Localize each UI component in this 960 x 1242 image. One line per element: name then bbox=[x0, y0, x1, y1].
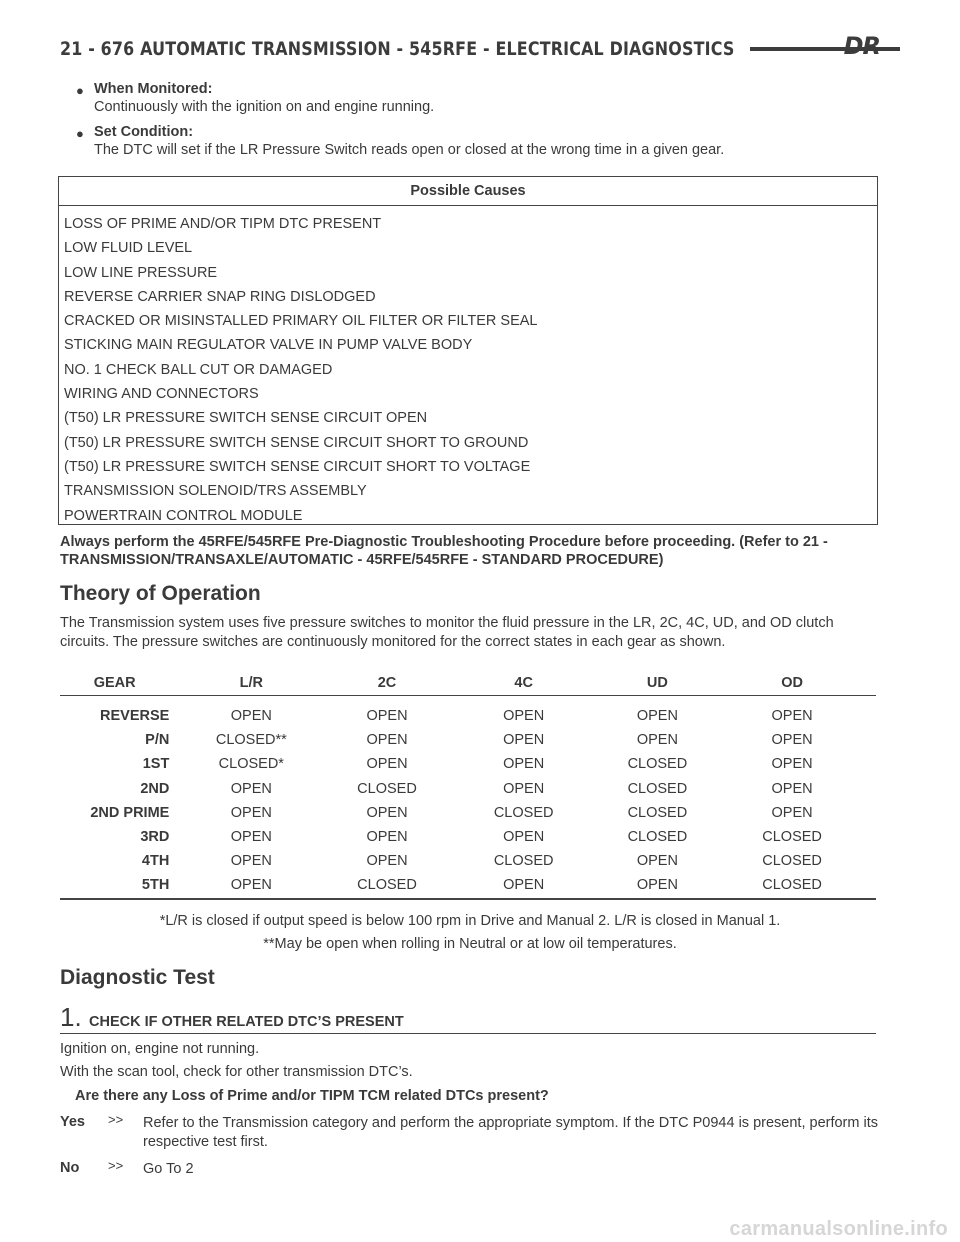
gear-cell: 3RD bbox=[140, 829, 170, 846]
state-cell: OPEN bbox=[503, 708, 545, 725]
table-row bbox=[60, 777, 876, 801]
state-cell: OPEN bbox=[503, 732, 545, 749]
column-header: 4C bbox=[514, 674, 533, 691]
bullet-title: Set Condition: bbox=[94, 124, 194, 140]
step-title: CHECK IF OTHER RELATED DTC’S PRESENT bbox=[89, 1014, 404, 1030]
condition-bullets bbox=[76, 80, 886, 166]
answer-text: Refer to the Transmission category and perform the appropriate symptom. If the DTC P0944 is present, perform its respective test first. bbox=[143, 1115, 878, 1150]
watermark: carmanualsonline.info bbox=[729, 1218, 948, 1240]
procedure-note: Always perform the 45RFE/545RFE Pre-Diagnostic Troubleshooting Procedure before proceeding. (Refer to 21 - TRANSMISSION/TRANSAXLE/AUTOMATIC - 45RFE/545RFE - STANDARD PROCEDURE) bbox=[60, 534, 828, 568]
bullet-when-monitored bbox=[76, 80, 886, 117]
state-cell: CLOSED bbox=[762, 853, 822, 870]
state-cell: OPEN bbox=[366, 708, 408, 725]
instruction-line: With the scan tool, check for other transmission DTC’s. bbox=[60, 1064, 413, 1080]
bullet-icon: ● bbox=[76, 126, 84, 141]
answer-label: No bbox=[60, 1160, 80, 1176]
possible-causes-table bbox=[58, 176, 878, 525]
cause-item: STICKING MAIN REGULATOR VALVE IN PUMP VALVE BODY bbox=[64, 337, 473, 354]
column-header: L/R bbox=[239, 674, 263, 691]
theory-text: The Transmission system uses five pressure switches to monitor the fluid pressure in the LR, 2C, 4C, UD, and OD clutch circuits. The pressure switches are continuously monitored for the correct states in each gear as shown. bbox=[60, 615, 834, 650]
state-cell: OPEN bbox=[771, 804, 813, 821]
state-cell: OPEN bbox=[230, 780, 272, 797]
diagnostic-question: Are there any Loss of Prime and/or TIPM TCM related DTCs present? bbox=[75, 1088, 549, 1104]
state-cell: OPEN bbox=[230, 877, 272, 894]
step-number: 1. bbox=[60, 1002, 82, 1032]
gear-cell: 1ST bbox=[142, 756, 170, 773]
column-header: UD bbox=[646, 674, 668, 691]
state-cell: OPEN bbox=[366, 853, 408, 870]
table-row bbox=[60, 801, 876, 825]
state-cell: OPEN bbox=[503, 780, 545, 797]
table-row bbox=[60, 873, 876, 897]
cause-item: NO. 1 CHECK BALL CUT OR DAMAGED bbox=[64, 361, 333, 378]
state-cell: OPEN bbox=[771, 780, 813, 797]
state-cell: CLOSED bbox=[357, 877, 417, 894]
state-cell: CLOSED bbox=[493, 804, 554, 821]
possible-causes-heading: Possible Causes bbox=[59, 177, 877, 206]
cause-item: (T50) LR PRESSURE SWITCH SENSE CIRCUIT SHORT TO VOLTAGE bbox=[64, 458, 531, 475]
answer-arrow-icon: >> bbox=[108, 1112, 124, 1127]
state-cell: CLOSED** bbox=[215, 732, 287, 749]
gear-cell: REVERSE bbox=[100, 708, 170, 725]
state-cell: CLOSED bbox=[627, 804, 688, 821]
column-header: 2C bbox=[377, 674, 397, 691]
gear-cell: 2ND PRIME bbox=[90, 804, 170, 821]
cause-item: LOSS OF PRIME AND/OR TIPM DTC PRESENT bbox=[64, 216, 382, 232]
footnote: **May be open when rolling in Neutral or at low oil temperatures. bbox=[263, 936, 677, 952]
table-row bbox=[60, 728, 876, 752]
state-cell: OPEN bbox=[771, 708, 813, 725]
gear-cell: 5TH bbox=[141, 877, 170, 894]
table-row bbox=[60, 752, 876, 776]
bullet-text: The DTC will set if the LR Pressure Switch reads open or closed at the wrong time in a given gear. bbox=[94, 142, 725, 158]
bullet-set-condition bbox=[76, 123, 886, 160]
cause-item: LOW FLUID LEVEL bbox=[64, 240, 193, 257]
gear-cell: P/N bbox=[145, 732, 170, 749]
state-cell: OPEN bbox=[636, 708, 678, 725]
table-row bbox=[60, 849, 876, 873]
state-cell: CLOSED bbox=[627, 756, 688, 773]
state-cell: OPEN bbox=[366, 804, 408, 821]
table-bottom-rule bbox=[60, 898, 876, 900]
table-row bbox=[60, 704, 876, 728]
state-cell: OPEN bbox=[636, 853, 678, 870]
page-header bbox=[60, 32, 880, 66]
state-cell: OPEN bbox=[230, 829, 272, 846]
theory-heading: Theory of Operation bbox=[60, 582, 261, 605]
state-cell: OPEN bbox=[230, 853, 272, 870]
state-cell: CLOSED bbox=[762, 877, 822, 894]
state-cell: CLOSED* bbox=[218, 756, 284, 773]
cause-item: WIRING AND CONNECTORS bbox=[64, 386, 259, 403]
bullet-text: Continuously with the ignition on and engine running. bbox=[94, 99, 435, 115]
state-cell: OPEN bbox=[366, 732, 408, 749]
state-cell: CLOSED bbox=[627, 780, 688, 797]
state-cell: OPEN bbox=[230, 804, 272, 821]
state-cell: CLOSED bbox=[357, 780, 417, 797]
possible-causes-list bbox=[59, 206, 877, 528]
column-header: OD bbox=[781, 674, 803, 691]
header-title: 21 - 676 AUTOMATIC TRANSMISSION - 545RFE - ELECTRICAL DIAGNOSTICS bbox=[60, 38, 735, 60]
state-cell: CLOSED bbox=[493, 853, 554, 870]
state-cell: OPEN bbox=[636, 732, 678, 749]
gear-state-table bbox=[60, 670, 876, 898]
table-row bbox=[60, 825, 876, 849]
gear-cell: 4TH bbox=[141, 853, 170, 870]
state-cell: OPEN bbox=[503, 877, 545, 894]
state-cell: OPEN bbox=[230, 708, 272, 725]
instruction-line: Ignition on, engine not running. bbox=[60, 1041, 260, 1057]
state-cell: OPEN bbox=[366, 829, 408, 846]
diagnostic-heading: Diagnostic Test bbox=[60, 966, 215, 989]
cause-item: POWERTRAIN CONTROL MODULE bbox=[64, 507, 303, 524]
state-cell: OPEN bbox=[771, 756, 813, 773]
column-header: GEAR bbox=[93, 674, 136, 691]
state-cell: OPEN bbox=[503, 756, 545, 773]
bullet-icon: ● bbox=[76, 83, 84, 98]
header-logo: DR bbox=[843, 32, 880, 60]
state-cell: OPEN bbox=[771, 732, 813, 749]
bullet-title: When Monitored: bbox=[94, 81, 213, 97]
gear-cell: 2ND bbox=[140, 780, 170, 797]
cause-item: LOW LINE PRESSURE bbox=[64, 264, 218, 281]
state-cell: OPEN bbox=[366, 756, 408, 773]
answer-arrow-icon: >> bbox=[108, 1158, 124, 1173]
cause-item: TRANSMISSION SOLENOID/TRS ASSEMBLY bbox=[64, 483, 367, 500]
step-header bbox=[60, 1004, 876, 1034]
table-body bbox=[60, 704, 876, 898]
answer-label: Yes bbox=[60, 1114, 85, 1130]
state-cell: OPEN bbox=[636, 877, 678, 894]
footnote: *L/R is closed if output speed is below 100 rpm in Drive and Manual 2. L/R is closed in Manual 1. bbox=[159, 913, 781, 929]
cause-item: (T50) LR PRESSURE SWITCH SENSE CIRCUIT SHORT TO GROUND bbox=[64, 434, 529, 451]
cause-item: CRACKED OR MISINSTALLED PRIMARY OIL FILTER OR FILTER SEAL bbox=[64, 313, 538, 330]
state-cell: CLOSED bbox=[762, 829, 822, 846]
state-cell: OPEN bbox=[503, 829, 545, 846]
state-cell: CLOSED bbox=[627, 829, 688, 846]
cause-item: REVERSE CARRIER SNAP RING DISLODGED bbox=[64, 288, 376, 305]
table-header-row bbox=[60, 670, 876, 696]
answer-link[interactable]: Go To 2 bbox=[143, 1161, 194, 1177]
cause-item: (T50) LR PRESSURE SWITCH SENSE CIRCUIT OPEN bbox=[64, 410, 428, 427]
